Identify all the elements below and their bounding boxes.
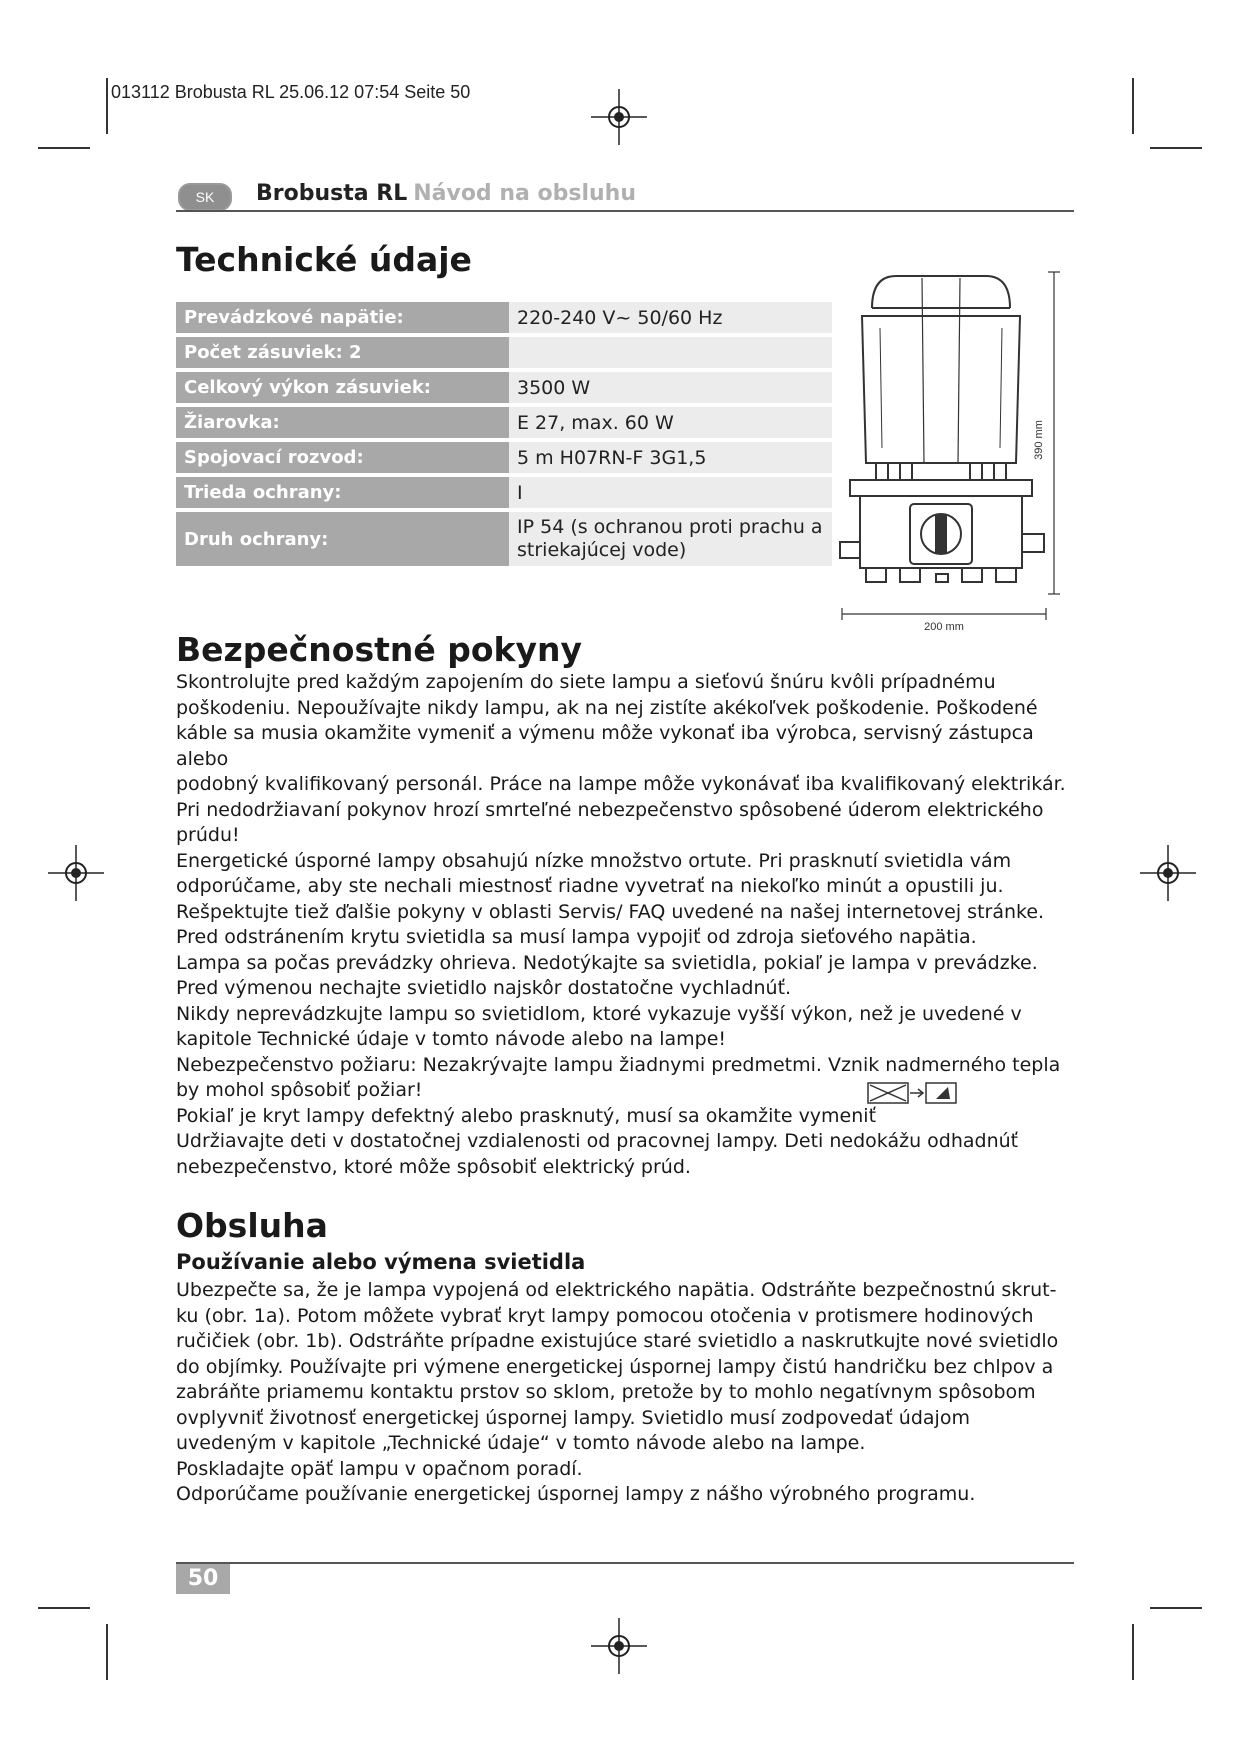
- width-dimension-label: 200 mm: [924, 621, 964, 633]
- spec-table: [176, 298, 832, 570]
- operation-text: Ubezpečte sa, že je lampa vypojená od elektrického napätia. Odstráňte bezpečnostnú skrut- ku (obr. 1a). Potom môžete vybrať kryt lampy pomocou otočenia v protismere hodinových ručičiek (obr. 1b). Odstráňte prípadne existujúce staré svietidlo a naskrutkujte nové svietidlo do objímky. Používajte pri výmene energetickej úspornej lampy čistú handričku bez chlpov a zabráňte priamemu kontaktu prstov so sklom, pretože by to mohlo negatívnym spôsobom ovplyvniť životnosť energetickej úspornej lampy. Svietidlo musí zodpovedať údajom uvedeným v kapitole „Technické údaje“ v tomto návode alebo na lampe. Poskladajte opäť lampu v opačnom poradí. Odporúčame používanie energetickej úspornej lampy z nášho výrobného programu.: [176, 1279, 1059, 1505]
- spec-row: [176, 512, 832, 566]
- crop-mark: [38, 147, 90, 149]
- spec-value: 3500 W: [509, 372, 832, 403]
- crop-mark: [106, 78, 108, 134]
- spec-label: Spojovací rozvod:: [176, 442, 509, 473]
- document-subtitle: Návod na obsluhu: [413, 181, 636, 206]
- spec-value: 5 m H07RN-F 3G1,5: [509, 442, 832, 473]
- spec-row: [176, 442, 832, 473]
- height-dimension-label: 390 mm: [1033, 420, 1045, 460]
- spec-row: [176, 302, 832, 333]
- page-number: 50: [176, 1564, 230, 1594]
- spec-row: [176, 337, 832, 368]
- crop-mark: [1150, 147, 1202, 149]
- spec-value: [509, 337, 832, 368]
- operation-heading: Obsluha: [176, 1206, 328, 1245]
- crop-mark: [38, 1607, 90, 1609]
- header-divider: [176, 210, 1074, 212]
- crop-mark: [106, 1624, 108, 1680]
- spec-label: Celkový výkon zásuviek:: [176, 372, 509, 403]
- registration-mark-icon: [1140, 845, 1196, 901]
- product-name: Brobusta RL: [256, 181, 408, 206]
- crop-mark: [1150, 1607, 1202, 1609]
- spec-value: IP 54 (s ochranou proti prachu a striekajúcej vode): [509, 512, 832, 566]
- operation-subheading: Používanie alebo výmena svietidla: [176, 1250, 586, 1274]
- spec-row: [176, 477, 832, 508]
- crop-mark: [1132, 1624, 1134, 1680]
- print-slug: 013112 Brobusta RL 25.06.12 07:54 Seite 50: [111, 82, 471, 102]
- spec-value: 220-240 V~ 50/60 Hz: [509, 302, 832, 333]
- spec-value: I: [509, 477, 832, 508]
- spec-label: Trieda ochrany:: [176, 477, 509, 508]
- spec-label: Druh ochrany:: [176, 512, 509, 566]
- running-header: [256, 181, 636, 206]
- replace-cover-pictogram-icon: [866, 1079, 958, 1107]
- safety-heading: Bezpečnostné pokyny: [176, 630, 583, 669]
- technical-heading: Technické údaje: [176, 240, 472, 279]
- spec-row: [176, 407, 832, 438]
- safety-text: Skontrolujte pred každým zapojením do siete lampu a sieťovú šnúru kvôli prípadnému poškodeniu. Nepoužívajte nikdy lampu, ak na nej zistíte akékoľvek poškodenie. Poškodené káble sa musia okamžite vymeniť a výmenu môže vykonať iba výrobca, servisný zástupca alebo podobný kvalifikovaný personál. Práce na lampe môže vykonávať iba kvalifikovaný elektrikár. Pri nedodržiavaní pokynov hrozí smrteľné nebezpečenstvo spôsobené úderom elektrického prúdu! Energetické úsporné lampy obsahujú nízke množstvo ortute. Pri prasknutí svietidla vám odporúčame, aby ste nechali miestnosť riadne vyvetrať na niekoľko minút a opustili ju. Rešpektujte tiež ďalšie pokyny v oblasti Servis/ FAQ uvedené na našej internetovej stránke. Pred odstránením krytu svietidla sa musí lampa vypojiť od zdroja sieťového napätia. Lampa sa počas prevádzky ohrieva. Nedotýkajte sa svietidla, pokiaľ je lampa v prevádzke. Pred výmenou nechajte svietidlo najskôr dostatočne vychladnúť. Nikdy neprevádzkujte lampu so svietidlom, ktoré vykazuje vyšší výkon, než je uvedené v kapitole Technické údaje v tomto návode alebo na lampe! Nebezpečenstvo požiaru: Nezakrývajte lampu žiadnymi predmetmi. Vznik nadmerného tepla by mohol spôsobiť požiar! Pokiaľ je kryt lampy defektný alebo prasknutý, musí sa okamžite vymeniť Udržiavajte deti v dostatočnej vzdialenosti od pracovnej lampy. Deti nedokážu odhadnúť nebezpečenstvo, ktoré môže spôsobiť elektrický prúd.: [176, 671, 1066, 1178]
- spec-value: E 27, max. 60 W: [509, 407, 832, 438]
- registration-mark-icon: [591, 89, 647, 145]
- lamp-dimension-drawing: [836, 268, 1072, 638]
- crop-mark: [1132, 78, 1134, 134]
- registration-mark-icon: [591, 1618, 647, 1674]
- registration-mark-icon: [48, 845, 104, 901]
- footer-divider: [176, 1562, 1074, 1564]
- spec-label: Žiarovka:: [176, 407, 509, 438]
- spec-label: Prevádzkové napätie:: [176, 302, 509, 333]
- language-badge: SK: [178, 183, 232, 211]
- spec-row: [176, 372, 832, 403]
- spec-label: Počet zásuviek: 2: [176, 337, 509, 368]
